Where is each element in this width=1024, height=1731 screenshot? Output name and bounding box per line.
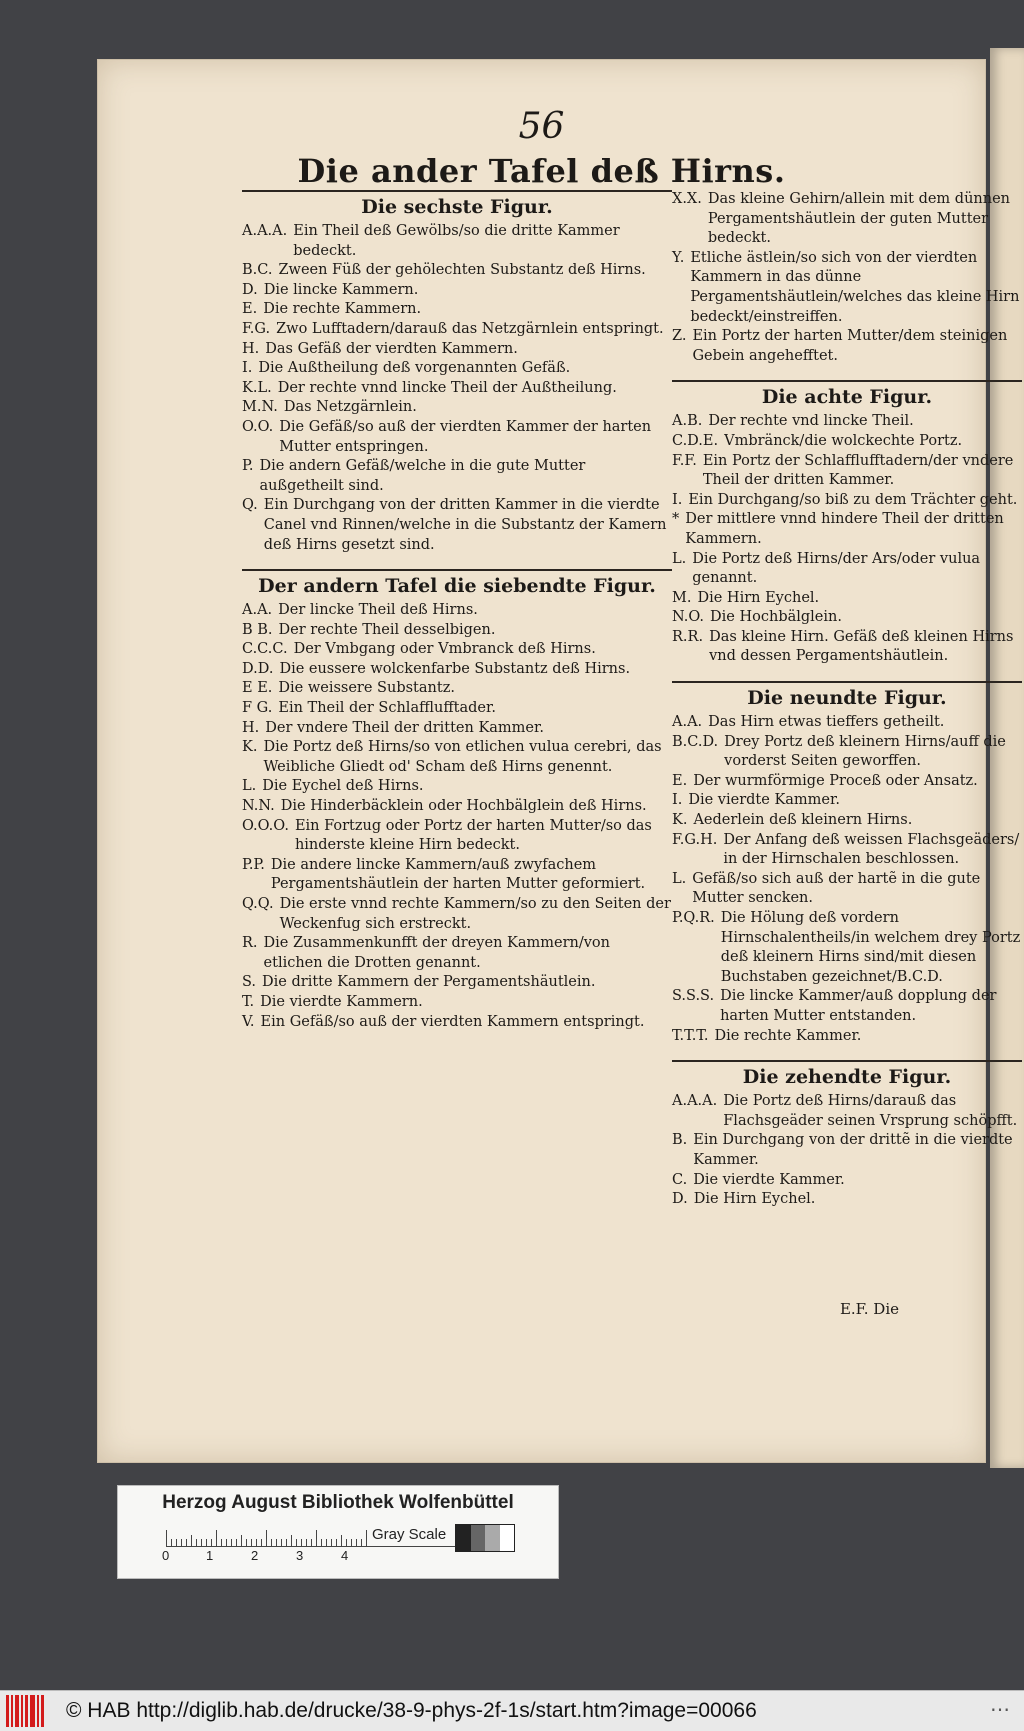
figure-title: Die zehendte Figur. [742, 1066, 952, 1089]
legend-entry [242, 817, 672, 856]
entry-label: F.G. [242, 320, 271, 337]
entry-label: S.S.S. [672, 988, 715, 1005]
ruler-tick [316, 1530, 317, 1546]
entry-text: Die erste vnnd rechte Kammern/so zu den Seiten der Weckenfug sich erstreckt. [279, 896, 671, 932]
entry-text: Der rechte vnd lincke Theil. [708, 413, 914, 430]
legend-entry [672, 608, 1022, 628]
entry-label: N.N. [242, 798, 275, 815]
figure-title: Die neundte Figur. [747, 687, 947, 710]
legend-entry [242, 895, 672, 934]
ruler-tick [196, 1539, 197, 1546]
legend-entry [242, 1013, 672, 1033]
legend-entry [672, 870, 1022, 909]
legend-entry [672, 831, 1022, 870]
legend-entry [242, 359, 672, 379]
gray-swatch-cell [456, 1525, 471, 1551]
entry-label: Z. [672, 328, 687, 345]
entry-label: I. [242, 360, 253, 377]
ruler-number: 0 [162, 1548, 170, 1563]
spacer [242, 555, 672, 569]
entry-label: F G. [242, 700, 273, 717]
entry-label: I. [672, 491, 683, 508]
entry-text: Die weissere Substantz. [278, 680, 455, 697]
entry-text: Die Portz deß Hirns/so von etlichen vulua cerebri, das Weibliche Gliedt od' Scham deß Hirns genennt. [263, 739, 662, 775]
entry-label: P.P. [242, 856, 265, 873]
entry-label: A.A. [242, 602, 273, 619]
entry-label: A.A.A. [242, 223, 288, 239]
legend-entry [672, 1190, 1022, 1210]
entry-text: Zwo Lufftadern/darauß das Netzgärnlein entspringt. [276, 320, 664, 337]
ruler-tick [171, 1539, 172, 1546]
ruler-number: 4 [341, 1548, 349, 1563]
entry-label: E. [672, 772, 688, 789]
ruler-tick [266, 1530, 267, 1546]
ruler-number: 3 [296, 1548, 304, 1563]
entry-text: Ein Theil der Schlafflufftader. [278, 700, 496, 717]
ruler-tick [251, 1539, 252, 1546]
entry-label: N.O. [672, 609, 705, 626]
ruler-tick [231, 1539, 232, 1546]
barcode-bar [11, 1695, 13, 1727]
more-options-icon[interactable]: ⋯ [990, 1699, 1010, 1721]
entry-label: D. [672, 1191, 688, 1208]
entry-label: E E. [242, 680, 273, 697]
book-page [98, 60, 1021, 1462]
legend-entry [672, 628, 1022, 667]
entry-text: Der vndere Theil der dritten Kammer. [265, 719, 544, 736]
legend-entry [242, 640, 672, 660]
ruler-tick [261, 1539, 262, 1546]
legend-entry [672, 190, 1022, 249]
legend-entry [242, 379, 672, 399]
divider-rule [242, 190, 672, 192]
entry-text: Vmbränck/die wolckechte Portz. [724, 432, 963, 449]
entry-label: L. [242, 778, 257, 795]
barcode-bar [25, 1695, 28, 1727]
ruler-tick [366, 1530, 367, 1546]
ruler-tick [246, 1539, 247, 1546]
entry-label: O.O. [242, 418, 274, 435]
entry-label: Y. [672, 249, 685, 266]
entry-text: Die Außtheilung deß vorgenannten Gefäß. [258, 360, 571, 377]
legend-entry [242, 621, 672, 641]
entry-text: Ein Fortzug oder Portz der harten Mutter/so das hinderste kleine Hirn bedeckt. [294, 817, 652, 854]
ruler-tick [311, 1539, 312, 1546]
divider-rule [242, 569, 672, 571]
entry-label: T. [242, 993, 255, 1010]
entry-text: Die vierdte Kammer. [693, 1171, 845, 1188]
entry-label: L. [672, 870, 687, 887]
legend-entry [242, 856, 672, 895]
divider-rule [672, 681, 1022, 683]
entry-label: S. [242, 974, 257, 991]
legend-entry [242, 340, 672, 360]
ruler-tick [241, 1535, 242, 1546]
legend-entry [242, 777, 672, 797]
entry-text: Der rechte Theil desselbigen. [278, 621, 496, 638]
gray-swatch-cell [500, 1525, 515, 1551]
barcode-bar [21, 1695, 23, 1727]
legend-entry [242, 320, 672, 340]
entry-text: Aederlein deß kleinern Hirns. [693, 812, 913, 829]
entry-text: Die Zusammenkunfft der dreyen Kammern/von etlichen die Drotten genannt. [263, 935, 610, 971]
entry-label: A.B. [672, 413, 703, 430]
entry-text: Ein Gefäß/so auß der vierdten Kammern entspringt. [260, 1013, 645, 1030]
entry-text: Die lincke Kammer/auß dopplung der harten Mutter entstanden. [720, 988, 997, 1024]
legend-entry [672, 249, 1022, 327]
spacer [672, 1046, 1022, 1060]
ruler-tick [271, 1539, 272, 1546]
entry-text: Der rechte vnnd lincke Theil der Außtheilung. [277, 379, 617, 396]
entry-text: Ein Durchgang/so biß zu dem Trächter geht. [688, 491, 1018, 508]
barcode-icon [6, 1695, 50, 1727]
entry-text: Die rechte Kammer. [714, 1027, 862, 1044]
barcode-bar [30, 1695, 35, 1727]
entry-label: A.A.A. [672, 1093, 718, 1110]
library-label-card [118, 1486, 558, 1578]
legend-entry [672, 452, 1022, 491]
legend-entry [672, 412, 1022, 432]
spacer [672, 667, 1022, 681]
barcode-bar [37, 1695, 39, 1727]
ruler-tick [256, 1539, 257, 1546]
legend-entry [242, 601, 672, 621]
entry-text: Die Portz deß Hirns/der Ars/oder vulua genannt. [692, 550, 981, 587]
entry-label: E. [242, 301, 258, 318]
entry-text: Das Hirn etwas tieffers getheilt. [708, 714, 945, 731]
ruler-tick [211, 1539, 212, 1546]
entry-label: B.C. [242, 262, 273, 279]
ruler-tick [226, 1539, 227, 1546]
entry-label: H. [242, 340, 260, 357]
legend-entry [672, 1027, 1022, 1047]
entry-text: Ein Theil deß Gewölbs/so die dritte Kammer bedeckt. [293, 223, 620, 259]
legend-entry [242, 699, 672, 719]
entry-text: Der wurmförmige Proceß oder Ansatz. [693, 772, 978, 789]
ruler-tick [336, 1539, 337, 1546]
entry-text: Drey Portz deß kleinern Hirns/auff die vorderst Seiten geworffen. [724, 733, 1006, 770]
ruler-tick [166, 1530, 167, 1546]
entry-text: Die rechte Kammern. [263, 301, 422, 318]
ruler-tick [356, 1539, 357, 1546]
legend-entry [242, 281, 672, 301]
figure-title: Der andern Tafel die siebendte Figur. [258, 575, 656, 598]
legend-entry [672, 432, 1022, 452]
entry-label: K. [672, 812, 688, 829]
page-number: 56 [518, 106, 565, 147]
entry-text: Das kleine Hirn. Gefäß deß kleinen Hirns vnd dessen Pergamentshäutlein. [709, 628, 1014, 665]
legend-entry [242, 719, 672, 739]
entry-text: Ein Portz der harten Mutter/dem steinigen Gebein angehefftet. [692, 328, 1008, 364]
entry-text: Die Hinderbäcklein oder Hochbälglein deß Hirns. [280, 798, 647, 815]
entry-label: B. [672, 1132, 688, 1149]
entry-label: D.D. [242, 660, 274, 677]
legend-entry [672, 772, 1022, 792]
ruler-tick [341, 1535, 342, 1546]
ruler-number: 1 [206, 1548, 214, 1563]
divider-rule [672, 380, 1022, 382]
entry-text: Das Gefäß der vierdten Kammern. [265, 340, 518, 357]
ruler-tick [331, 1539, 332, 1546]
entry-text: Gefäß/so sich auß der hartẽ in die gute Mutter sencken. [692, 870, 981, 907]
ruler-tick [236, 1539, 237, 1546]
entry-text: Zween Füß der gehölechten Substantz deß Hirns. [278, 262, 646, 279]
entry-text: Die Eychel deß Hirns. [262, 778, 424, 795]
ruler-number: 2 [251, 1548, 259, 1563]
legend-entry [242, 993, 672, 1013]
entry-text: Der mittlere vnnd hindere Theil der dritten Kammern. [685, 511, 1004, 547]
legend-entry [672, 791, 1022, 811]
legend-entry [672, 550, 1022, 589]
entry-text: Die Hirn Eychel. [697, 589, 820, 606]
entry-text: Der lincke Theil deß Hirns. [278, 602, 478, 619]
entry-text: Ein Portz der Schlafflufftadern/der vndere Theil der dritten Kammer. [702, 452, 1014, 489]
legend-entry [242, 300, 672, 320]
ruler-tick [351, 1539, 352, 1546]
entry-text: Die lincke Kammern. [263, 281, 419, 298]
legend-entry [672, 987, 1022, 1026]
legend-entry [672, 713, 1022, 733]
entry-label: I. [672, 792, 683, 809]
ruler-tick [201, 1539, 202, 1546]
ruler-tick [221, 1539, 222, 1546]
entry-label: F.G.H. [672, 831, 718, 848]
entry-text: Das kleine Gehirn/allein mit dem dünnen Pergamentshäutlein der guten Mutter bedeckt. [707, 191, 1011, 247]
entry-label: K.L. [242, 379, 272, 396]
footer-bar [0, 1690, 1024, 1731]
entry-text: Die andere lincke Kammern/auß zwyfachem Pergamentshäutlein der harten Mutter geformiert. [270, 856, 646, 893]
entry-label: F.F. [672, 452, 697, 469]
divider-rule [672, 1060, 1022, 1062]
legend-entry [242, 934, 672, 973]
entry-text: Die Hochbälglein. [710, 609, 842, 626]
entry-text: Die eussere wolckenfarbe Substantz deß Hirns. [279, 660, 631, 677]
legend-entry [242, 398, 672, 418]
legend-entry [672, 327, 1022, 366]
entry-label: R.R. [672, 628, 704, 645]
left-column [242, 190, 672, 1032]
entry-label: X.X. [672, 191, 702, 207]
legend-entry [242, 738, 672, 777]
barcode-bar [41, 1695, 44, 1727]
legend-entry [672, 909, 1022, 987]
entry-label: T.T.T. [672, 1027, 709, 1044]
library-name: Herzog August Bibliothek Wolfenbüttel [162, 1492, 514, 1513]
ruler-tick [191, 1535, 192, 1546]
ruler-tick [306, 1539, 307, 1546]
ruler-tick [276, 1539, 277, 1546]
ruler-tick [291, 1535, 292, 1546]
gray-scale-swatch [455, 1524, 515, 1552]
legend-entry [672, 1171, 1022, 1191]
legend-entry [242, 797, 672, 817]
entry-label: P. [242, 458, 254, 475]
legend-entry [672, 1131, 1022, 1170]
page-title: Die ander Tafel deß Hirns. [297, 152, 786, 190]
legend-entry [672, 491, 1022, 511]
entry-label: Q. [242, 497, 258, 514]
entry-label: B B. [242, 621, 273, 638]
ruler-tick [286, 1539, 287, 1546]
ruler-tick [301, 1539, 302, 1546]
legend-entry [672, 811, 1022, 831]
legend-entry [242, 660, 672, 680]
entry-text: Die Portz deß Hirns/darauß das Flachsgeäder seinen Vrsprung schöpfft. [723, 1093, 1018, 1129]
footer-url-text[interactable]: © HAB http://diglib.hab.de/drucke/38-9-phys-2f-1s/start.htm?image=00066 [66, 1699, 757, 1722]
figure-title: Die sechste Figur. [361, 196, 553, 218]
catchword: E.F. Die [839, 1300, 899, 1318]
entry-text: Die andern Gefäß/welche in die gute Mutter außgetheilt sind. [259, 458, 586, 494]
ruler-tick [346, 1539, 347, 1546]
entry-label: C.C.C. [242, 641, 288, 658]
entry-label: V. [242, 1013, 255, 1030]
legend-entry [242, 496, 672, 555]
ruler-tick [296, 1539, 297, 1546]
entry-text: Ein Durchgang von der drittẽ in die vierdte Kammer. [693, 1132, 1013, 1168]
entry-text: Die Gefäß/so auß der vierdten Kammer der harten Mutter entspringen. [279, 418, 652, 455]
entry-label: * [672, 511, 680, 528]
ruler-tick [216, 1530, 217, 1546]
legend-entry [672, 510, 1022, 549]
figure-title: Die achte Figur. [761, 386, 933, 409]
ruler-tick [281, 1539, 282, 1546]
ruler-tick [181, 1539, 182, 1546]
entry-label: M. [672, 589, 692, 606]
entry-text: Der Anfang deß weissen Flachsgeäders/ in der Hirnschalen beschlossen. [723, 831, 1020, 868]
legend-entry [242, 418, 672, 457]
entry-label: B.C.D. [672, 733, 719, 750]
legend-entry [242, 261, 672, 281]
entry-text: Ein Durchgang von der dritten Kammer in die vierdte Canel vnd Rinnen/welche in die Substantz der Kamern deß Hirns gesetzt sind. [263, 497, 667, 553]
gray-swatch-cell [471, 1525, 486, 1551]
entry-text: Der Vmbgang oder Vmbranck deß Hirns. [293, 641, 596, 658]
barcode-bar [6, 1695, 9, 1727]
legend-entry [672, 733, 1022, 772]
ruler-tick [321, 1539, 322, 1546]
entry-label: O.O.O. [242, 817, 289, 834]
legend-entry [242, 679, 672, 699]
legend-entry [672, 1092, 1022, 1131]
ruler-tick [206, 1539, 207, 1546]
legend-entry [242, 457, 672, 496]
entry-label: C.D.E. [672, 432, 719, 449]
entry-label: M.N. [242, 399, 278, 416]
entry-label: P.Q.R. [672, 910, 715, 926]
entry-label: C. [672, 1171, 688, 1188]
barcode-bar [15, 1695, 19, 1727]
legend-entry [672, 589, 1022, 609]
spacer [672, 366, 1022, 380]
entry-label: H. [242, 719, 260, 736]
entry-label: Q.Q. [242, 896, 274, 912]
entry-label: D. [242, 281, 258, 298]
right-column [672, 190, 1022, 1210]
entry-text: Die vierdte Kammern. [260, 993, 423, 1010]
ruler-tick [361, 1539, 362, 1546]
entry-label: R. [242, 935, 258, 952]
entry-text: Die Hirn Eychel. [693, 1191, 816, 1208]
entry-text: Das Netzgärnlein. [283, 399, 417, 416]
entry-text: Etliche ästlein/so sich von der vierdten Kammern in das dünne Pergamentshäutlein/welches das kleine Hirn bedeckt/einstreiffen. [690, 249, 1020, 325]
ruler-tick [326, 1539, 327, 1546]
entry-label: A.A. [672, 714, 703, 731]
legend-entry [242, 222, 672, 261]
gray-scale-label: Gray Scale [372, 1526, 447, 1543]
entry-text: Die vierdte Kammer. [688, 792, 840, 809]
ruler-tick [176, 1539, 177, 1546]
gray-swatch-cell [485, 1525, 500, 1551]
entry-label: L. [672, 550, 687, 567]
legend-entry [242, 973, 672, 993]
ruler-tick [186, 1539, 187, 1546]
entry-text: Die dritte Kammern der Pergamentshäutlein. [262, 974, 596, 991]
entry-text: Die Hölung deß vordern Hirnschalentheils/in welchem drey Portz deß kleinern Hirns sind/mit diesen Buchstaben gezeichnet/B.C.D. [720, 910, 1021, 985]
entry-label: K. [242, 739, 258, 756]
